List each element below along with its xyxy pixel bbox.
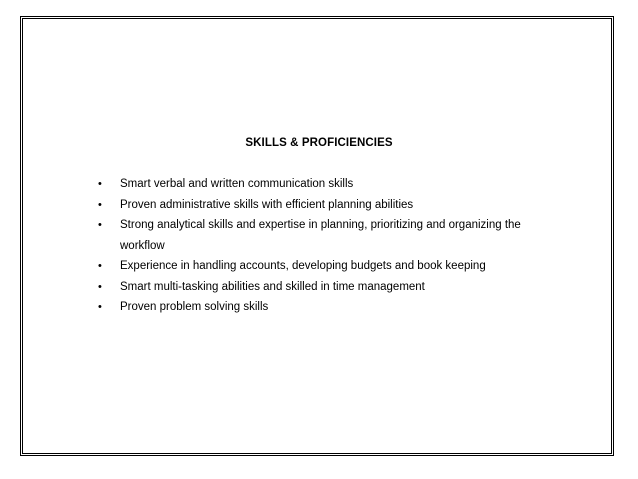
skill-text: Proven problem solving skills: [120, 301, 269, 313]
section-heading: SKILLS & PROFICIENCIES: [245, 137, 393, 149]
skill-text: Strong analytical skills and expertise in planning, prioritizing and organizing the workflow: [120, 219, 521, 252]
bullet-icon: •: [98, 198, 102, 211]
list-item: [96, 195, 566, 216]
list-item: [96, 174, 566, 195]
skills-list: [96, 174, 566, 318]
bullet-icon: •: [98, 301, 102, 313]
list-item: [96, 277, 566, 298]
bullet-icon: •: [98, 219, 102, 231]
bullet-icon: •: [98, 260, 102, 272]
list-item: [96, 215, 566, 256]
list-item: [96, 297, 566, 318]
skill-text: Experience in handling accounts, developing budgets and book keeping: [120, 260, 486, 272]
list-item: [96, 256, 566, 277]
skill-text: Proven administrative skills with efficient planning abilities: [120, 198, 414, 211]
skill-text: Smart multi-tasking abilities and skilled in time management: [120, 280, 425, 293]
bullet-icon: •: [98, 178, 102, 190]
bullet-icon: •: [98, 280, 102, 293]
skill-text: Smart verbal and written communication skills: [120, 178, 354, 190]
